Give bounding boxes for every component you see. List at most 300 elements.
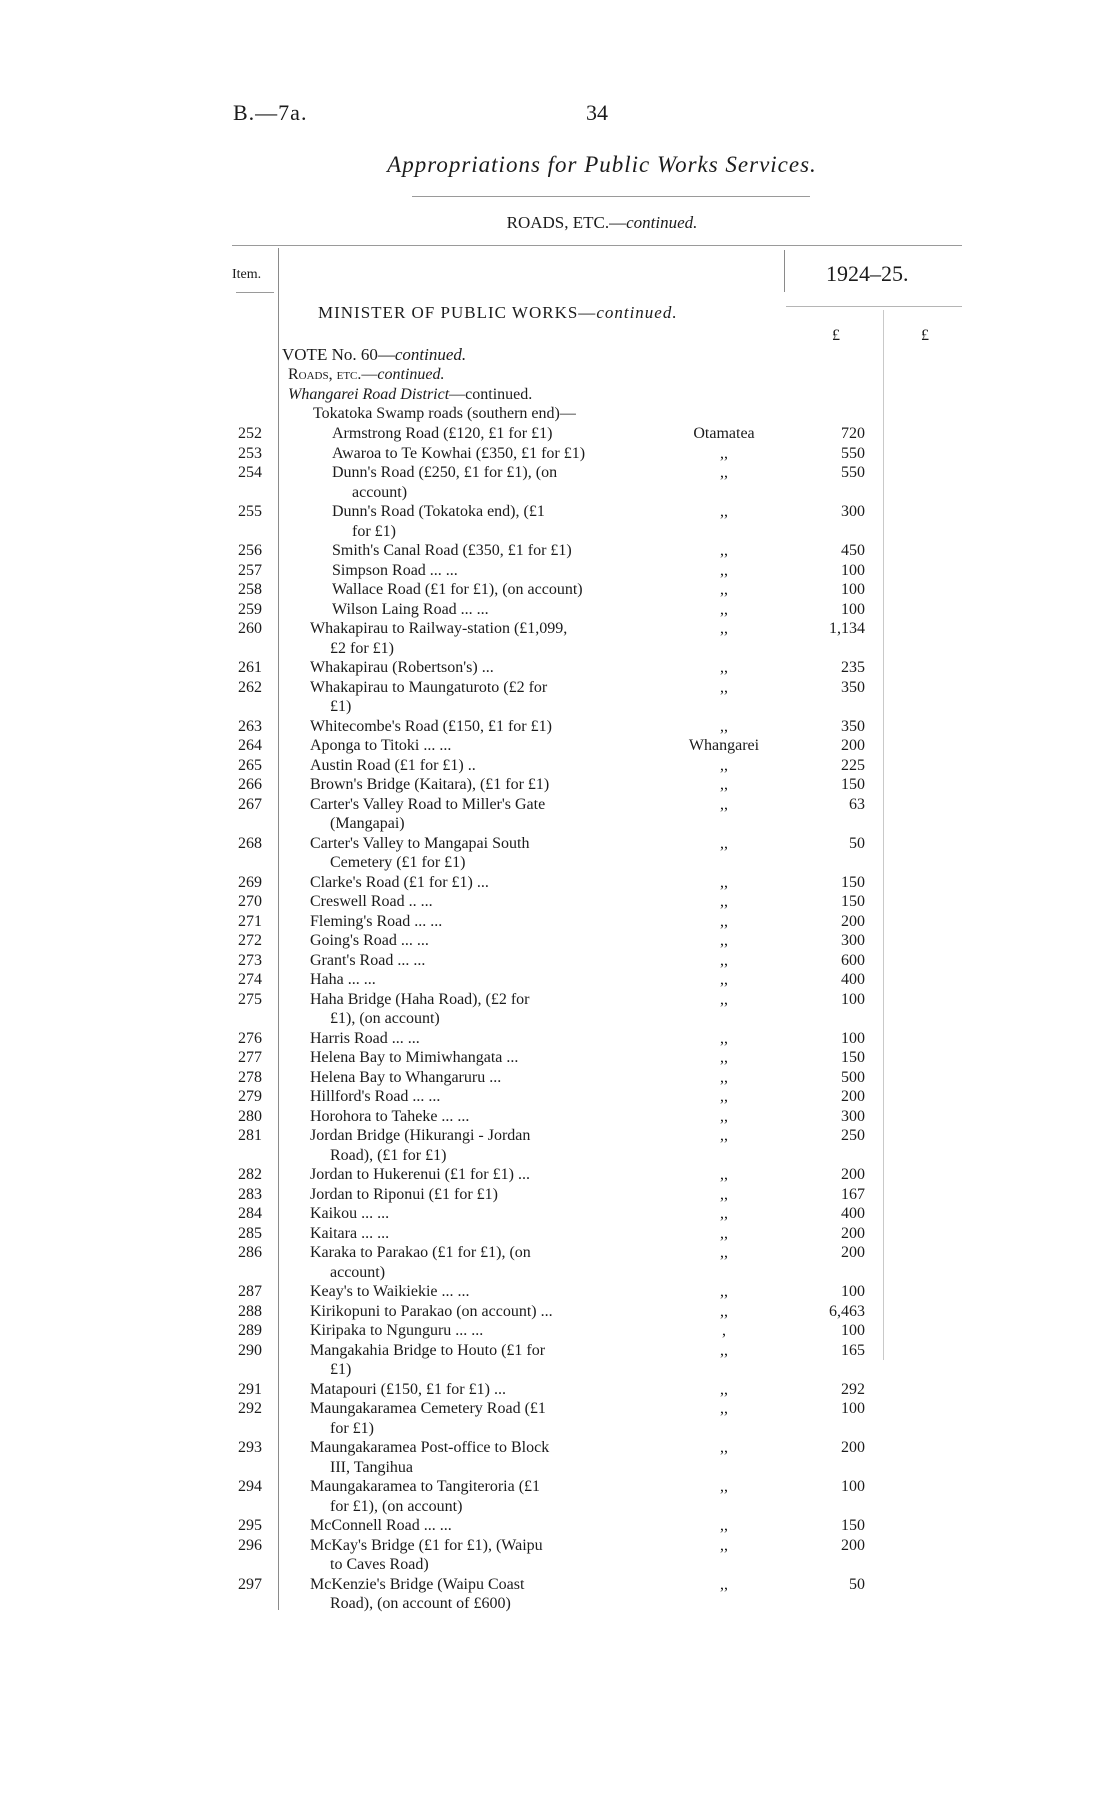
district-cell: ,, — [720, 1400, 728, 1417]
amount-cell: 500 — [841, 1068, 865, 1086]
table-row — [0, 1438, 1114, 1477]
table-row — [0, 775, 1114, 795]
district-cell: ,, — [720, 932, 728, 949]
table-row — [0, 541, 1114, 561]
table-row — [0, 1399, 1114, 1438]
description-continuation: to Caves Road) — [330, 1556, 429, 1573]
table-row — [0, 1068, 1114, 1088]
table-row — [0, 1185, 1114, 1205]
item-number: 287 — [238, 1283, 262, 1300]
item-number: 270 — [238, 893, 262, 910]
amount-cell: 550 — [841, 444, 865, 462]
district-cell: ,, — [720, 503, 728, 520]
item-description — [310, 717, 640, 737]
district-cell: ,, — [720, 1302, 728, 1320]
amount-cell: 400 — [841, 971, 865, 988]
section-subtitle — [0, 213, 1114, 233]
district-cell: ,, — [720, 464, 728, 481]
district-cell: ,, — [720, 717, 728, 735]
district-cell: Whangarei — [688, 737, 760, 754]
description-line: Wallace Road (£1 for £1), (on account) — [332, 581, 583, 598]
description-continuation: for £1), (on account) — [330, 1497, 463, 1515]
table-row — [0, 1048, 1114, 1068]
amount-cell: 250 — [841, 1127, 865, 1144]
description-line: Horohora to Taheke ... ... — [310, 1107, 470, 1125]
item-number: 291 — [238, 1380, 262, 1398]
item-number: 294 — [238, 1478, 262, 1495]
item-number: 286 — [238, 1244, 262, 1261]
district-cell: ,, — [720, 834, 728, 852]
item-number: 282 — [238, 1166, 262, 1183]
pound-symbol-col1: £ — [832, 327, 840, 344]
description-continuation: Cemetery (£1 for £1) — [330, 854, 466, 871]
tokatoka-subheading: Tokatoka Swamp roads (southern end)— — [313, 405, 576, 422]
item-description — [310, 892, 640, 912]
minister-heading — [318, 303, 678, 323]
description-line: Maungakaramea to Tangiteroria (£1 — [310, 1478, 541, 1495]
description-line: Whakapirau to Railway-station (£1,099, — [310, 620, 568, 637]
amount-cell: 200 — [841, 1088, 865, 1105]
item-number: 293 — [238, 1439, 262, 1456]
item-description — [310, 970, 640, 990]
item-description — [310, 1204, 640, 1224]
amount-cell: 292 — [841, 1380, 865, 1398]
table-row — [0, 931, 1114, 951]
item-description — [310, 912, 640, 932]
description-line: Clarke's Road (£1 for £1) ... — [310, 873, 489, 891]
amount-cell: 235 — [841, 659, 865, 676]
document-reference: B.—7a. — [233, 100, 308, 125]
amount-cell: 200 — [841, 737, 865, 754]
description-line: Jordan to Riponui (£1 for £1) — [310, 1185, 498, 1203]
table-row — [0, 600, 1114, 620]
item-number: 272 — [238, 932, 262, 949]
description-continuation: £1), (on account) — [330, 1010, 440, 1027]
table-row — [0, 873, 1114, 893]
item-description — [310, 795, 640, 834]
item-description — [310, 619, 640, 658]
description-line: Harris Road ... ... — [310, 1029, 420, 1047]
item-number: 276 — [238, 1029, 262, 1047]
district-cell: ,, — [720, 1244, 728, 1261]
vote-continued: continued. — [394, 345, 467, 364]
district-heading — [288, 386, 532, 404]
table-row — [0, 1029, 1114, 1049]
description-line: Brown's Bridge (Kaitara), (£1 for £1) — [310, 776, 550, 793]
amount-cell: 100 — [841, 990, 865, 1008]
vote-heading — [282, 345, 466, 365]
district-cell: ,, — [720, 1575, 728, 1593]
amount-cell: 100 — [841, 1029, 865, 1047]
district-cell: ,, — [720, 971, 728, 988]
item-number: 253 — [238, 444, 262, 462]
table-row — [0, 1243, 1114, 1282]
minister-main: MINISTER OF PUBLIC WORKS— — [318, 303, 597, 322]
amount-cell: 350 — [841, 717, 865, 735]
item-number: 283 — [238, 1185, 262, 1203]
table-row — [0, 1516, 1114, 1536]
description-line: Dunn's Road (Tokatoka end), (£1 — [332, 503, 545, 520]
description-line: Kaikou ... ... — [310, 1205, 390, 1222]
district-cell: ,, — [720, 1088, 728, 1105]
roads-heading — [288, 366, 445, 384]
description-continuation: Road), (£1 for £1) — [330, 1146, 447, 1164]
description-line: Smith's Canal Road (£350, £1 for £1) — [332, 542, 572, 559]
district-cell: ,, — [720, 1283, 728, 1300]
district-cell: ,, — [720, 1068, 728, 1086]
item-description — [310, 1477, 640, 1516]
district-cell: ,, — [720, 581, 728, 598]
description-line: Creswell Road .. ... — [310, 893, 433, 910]
table-row — [0, 912, 1114, 932]
table-row — [0, 1107, 1114, 1127]
item-number: 256 — [238, 542, 262, 559]
district-cell: ,, — [720, 1536, 728, 1554]
item-description — [310, 1536, 640, 1575]
description-line: McConnell Road ... ... — [310, 1517, 452, 1534]
page-number: 34 — [586, 100, 608, 125]
amount-cell: 150 — [841, 893, 865, 910]
district-cell: ,, — [720, 776, 728, 793]
description-continuation: £1) — [330, 698, 352, 715]
description-line: Maungakaramea Cemetery Road (£1 — [310, 1400, 546, 1417]
item-number: 274 — [238, 971, 262, 988]
district-cell: ,, — [720, 1380, 728, 1398]
district-cell: ,, — [720, 1029, 728, 1047]
district-cell: ,, — [720, 990, 728, 1008]
amount-cell: 100 — [841, 561, 865, 579]
item-description — [332, 463, 642, 502]
description-line: Simpson Road ... ... — [332, 561, 458, 579]
description-line: Aponga to Titoki ... ... — [310, 737, 452, 754]
vote-main: VOTE No. 60— — [282, 345, 395, 364]
item-number: 285 — [238, 1224, 262, 1242]
item-number: 284 — [238, 1205, 262, 1222]
description-line: Kaitara ... ... — [310, 1224, 390, 1242]
item-description — [310, 1575, 640, 1614]
item-description — [310, 873, 640, 893]
table-row — [0, 424, 1114, 444]
item-description — [310, 1068, 640, 1088]
item-number: 267 — [238, 795, 262, 813]
description-line: Haha Bridge (Haha Road), (£2 for — [310, 990, 530, 1008]
amount-cell: 167 — [841, 1185, 865, 1203]
description-continuation: for £1) — [330, 1419, 374, 1437]
district-cell: ,, — [720, 1341, 728, 1359]
description-line: Carter's Valley Road to Miller's Gate — [310, 795, 546, 813]
item-number: 255 — [238, 503, 262, 520]
item-description — [310, 1380, 640, 1400]
item-description — [310, 1399, 640, 1438]
amount-cell: 165 — [841, 1341, 865, 1359]
description-line: Kirikopuni to Parakao (on account) ... — [310, 1302, 553, 1320]
amount-cell: 450 — [841, 542, 865, 559]
item-number: 265 — [238, 756, 262, 774]
item-number: 296 — [238, 1536, 262, 1554]
description-line: Matapouri (£150, £1 for £1) ... — [310, 1380, 506, 1398]
item-number: 271 — [238, 912, 262, 930]
item-number: 260 — [238, 620, 262, 637]
item-number: 269 — [238, 873, 262, 891]
amount-cell: 225 — [841, 756, 865, 774]
table-row — [0, 1380, 1114, 1400]
item-number: 254 — [238, 464, 262, 481]
amount-cell: 1,134 — [829, 620, 865, 637]
item-number: 258 — [238, 581, 262, 598]
district-cell: ,, — [720, 873, 728, 891]
minister-continued: continued. — [596, 303, 678, 322]
item-description — [310, 1126, 640, 1165]
district-cell: ,, — [720, 1439, 728, 1456]
amount-cell: 400 — [841, 1205, 865, 1222]
description-line: Dunn's Road (£250, £1 for £1), (on — [332, 464, 558, 481]
item-number: 259 — [238, 600, 262, 618]
item-description — [310, 1224, 640, 1244]
description-line: Keay's to Waikiekie ... ... — [310, 1283, 470, 1300]
table-row — [0, 1204, 1114, 1224]
table-row — [0, 619, 1114, 658]
district-cell: ,, — [720, 1166, 728, 1183]
amount-cell: 100 — [841, 1478, 865, 1495]
description-line: Kiripaka to Ngunguru ... ... — [310, 1322, 484, 1339]
amount-cell: 200 — [841, 1244, 865, 1261]
description-line: Going's Road ... ... — [310, 932, 429, 949]
item-description — [332, 541, 642, 561]
description-line: Armstrong Road (£120, £1 for £1) — [332, 425, 553, 442]
description-line: Jordan Bridge (Hikurangi - Jordan — [310, 1127, 531, 1144]
item-description — [310, 756, 640, 776]
amount-cell: 600 — [841, 951, 865, 969]
item-number: 297 — [238, 1575, 262, 1593]
table-row — [0, 1224, 1114, 1244]
table-row — [0, 502, 1114, 541]
description-line: Fleming's Road ... ... — [310, 912, 443, 930]
district-cell: ,, — [720, 561, 728, 579]
item-description — [332, 502, 642, 541]
item-number: 278 — [238, 1068, 262, 1086]
item-description — [310, 990, 640, 1029]
item-description — [310, 1107, 640, 1127]
amount-cell: 350 — [841, 678, 865, 696]
title-rule — [412, 196, 810, 197]
table-row — [0, 951, 1114, 971]
description-line: Whitecombe's Road (£150, £1 for £1) — [310, 717, 552, 735]
description-line: Carter's Valley to Mangapai South — [310, 834, 530, 852]
item-description — [332, 444, 642, 464]
item-description — [310, 931, 640, 951]
table-row — [0, 1282, 1114, 1302]
year-column-header: 1924–25. — [826, 261, 909, 286]
subtitle-continued: continued. — [626, 213, 698, 232]
item-description — [310, 1341, 640, 1380]
table-row — [0, 736, 1114, 756]
item-description — [310, 1087, 640, 1107]
table-row — [0, 1477, 1114, 1516]
description-continuation: account) — [352, 483, 408, 501]
item-description — [310, 1048, 640, 1068]
table-row — [0, 1575, 1114, 1614]
table-row — [0, 717, 1114, 737]
district-name: Whangarei Road District — [288, 386, 450, 403]
description-continuation: for £1) — [352, 522, 396, 540]
item-description — [310, 1438, 640, 1477]
district-cell: ,, — [720, 951, 728, 969]
district-cell: ,, — [720, 1107, 728, 1125]
table-row — [0, 1087, 1114, 1107]
item-description — [332, 580, 642, 600]
district-cell: ,, — [720, 756, 728, 774]
district-cell: ,, — [720, 542, 728, 559]
item-number: 288 — [238, 1302, 262, 1320]
amount-cell: 100 — [841, 600, 865, 618]
item-number: 275 — [238, 990, 262, 1008]
amount-cell: 550 — [841, 464, 865, 481]
description-line: Maungakaramea Post-office to Block — [310, 1439, 550, 1456]
item-description — [310, 736, 640, 756]
item-description — [310, 1029, 640, 1049]
item-number: 263 — [238, 717, 262, 735]
amount-cell: 63 — [849, 795, 865, 813]
description-line: Haha ... ... — [310, 971, 376, 988]
amount-cell: 200 — [841, 1439, 865, 1456]
district-cell: ,, — [720, 620, 728, 637]
table-row — [0, 463, 1114, 502]
item-description — [310, 1243, 640, 1282]
description-line: Whakapirau (Robertson's) ... — [310, 659, 494, 676]
table-row — [0, 1321, 1114, 1341]
amount-cell: 150 — [841, 1049, 865, 1066]
item-description — [310, 951, 640, 971]
item-description — [310, 1321, 640, 1341]
item-number: 281 — [238, 1127, 262, 1144]
description-continuation: account) — [330, 1263, 386, 1281]
district-continued: —continued. — [449, 386, 533, 403]
description-line: Mangakahia Bridge to Houto (£1 for — [310, 1341, 546, 1359]
description-line: Awaroa to Te Kowhai (£350, £1 for £1) — [332, 444, 586, 462]
table-row — [0, 756, 1114, 776]
description-line: Jordan to Hukerenui (£1 for £1) ... — [310, 1166, 530, 1183]
item-description — [310, 1185, 640, 1205]
item-number: 252 — [238, 425, 262, 442]
description-line: Hillford's Road ... ... — [310, 1088, 441, 1105]
district-cell: ,, — [720, 444, 728, 462]
amount-cell: 100 — [841, 581, 865, 598]
table-row — [0, 892, 1114, 912]
item-description — [310, 1165, 640, 1185]
description-continuation: III, Tangihua — [330, 1458, 413, 1476]
item-description — [310, 658, 640, 678]
amount-cell: 200 — [841, 912, 865, 930]
amount-cell: 150 — [841, 1517, 865, 1534]
district-cell: ,, — [720, 1127, 728, 1144]
item-description — [310, 678, 640, 717]
amount-cell: 300 — [841, 503, 865, 520]
item-number: 279 — [238, 1088, 262, 1105]
amount-cell: 300 — [841, 1107, 865, 1125]
table-row — [0, 970, 1114, 990]
description-continuation: (Mangapai) — [330, 815, 405, 832]
amount-cell: 200 — [841, 1166, 865, 1183]
page-title: Appropriations for Public Works Services. — [387, 152, 817, 177]
description-line: Wilson Laing Road ... ... — [332, 600, 489, 618]
description-continuation: £1) — [330, 1361, 352, 1378]
table-row — [0, 990, 1114, 1029]
table-row — [0, 1302, 1114, 1322]
item-header-underline — [236, 292, 274, 293]
item-description — [310, 1302, 640, 1322]
pound-symbol-col2: £ — [921, 327, 929, 344]
description-continuation: £2 for £1) — [330, 639, 394, 657]
district-cell: ,, — [720, 893, 728, 910]
table-row — [0, 795, 1114, 834]
amount-cell: 6,463 — [829, 1302, 865, 1320]
item-number: 295 — [238, 1517, 262, 1534]
table-row — [0, 561, 1114, 581]
description-continuation: Road), (on account of £600) — [330, 1595, 511, 1612]
amount-cell: 720 — [841, 425, 865, 442]
amount-cell: 300 — [841, 932, 865, 949]
table-row — [0, 580, 1114, 600]
amount-cell: 150 — [841, 776, 865, 793]
district-cell: Otamatea — [693, 425, 755, 442]
district-cell: ,, — [720, 1049, 728, 1066]
item-number: 277 — [238, 1049, 262, 1066]
district-cell: ,, — [720, 912, 728, 930]
table-top-rule — [232, 245, 962, 246]
amount-cell: 50 — [849, 834, 865, 852]
item-description — [310, 834, 640, 873]
table-row — [0, 444, 1114, 464]
item-number: 273 — [238, 951, 262, 969]
item-number: 280 — [238, 1107, 262, 1125]
item-number: 261 — [238, 659, 262, 676]
district-cell: ,, — [720, 1478, 728, 1495]
description-line: McKay's Bridge (£1 for £1), (Waipu — [310, 1536, 543, 1554]
table-row — [0, 834, 1114, 873]
table-row — [0, 1341, 1114, 1380]
district-cell: ,, — [720, 795, 728, 813]
description-line: McKenzie's Bridge (Waipu Coast — [310, 1575, 525, 1593]
table-row — [0, 678, 1114, 717]
item-number: 268 — [238, 834, 262, 852]
item-number: 264 — [238, 737, 262, 754]
district-cell: ,, — [720, 678, 728, 696]
item-description — [310, 775, 640, 795]
subtitle-main: ROADS, ETC.— — [506, 213, 627, 232]
item-number: 290 — [238, 1341, 262, 1359]
table-row — [0, 1536, 1114, 1575]
amount-cell: 100 — [841, 1283, 865, 1300]
district-cell: ,, — [720, 1517, 728, 1534]
roads-main: Roads, etc.— — [288, 366, 378, 383]
amount-cell: 200 — [841, 1536, 865, 1554]
district-cell: ,, — [720, 1224, 728, 1242]
amount-cell: 100 — [841, 1400, 865, 1417]
description-line: Helena Bay to Whangaruru ... — [310, 1068, 502, 1086]
description-line: Karaka to Parakao (£1 for £1), (on — [310, 1244, 531, 1261]
district-cell: ,, — [720, 600, 728, 618]
item-number: 257 — [238, 561, 262, 579]
amount-cell: 150 — [841, 873, 865, 891]
description-line: Grant's Road ... ... — [310, 951, 426, 969]
appropriation-rows — [0, 424, 1114, 1614]
description-line: Austin Road (£1 for £1) .. — [310, 756, 476, 774]
item-number: 262 — [238, 678, 262, 696]
district-cell: ,, — [720, 1205, 728, 1222]
item-description — [310, 1516, 640, 1536]
year-header-underline — [786, 306, 962, 307]
district-cell: , — [722, 1322, 726, 1339]
